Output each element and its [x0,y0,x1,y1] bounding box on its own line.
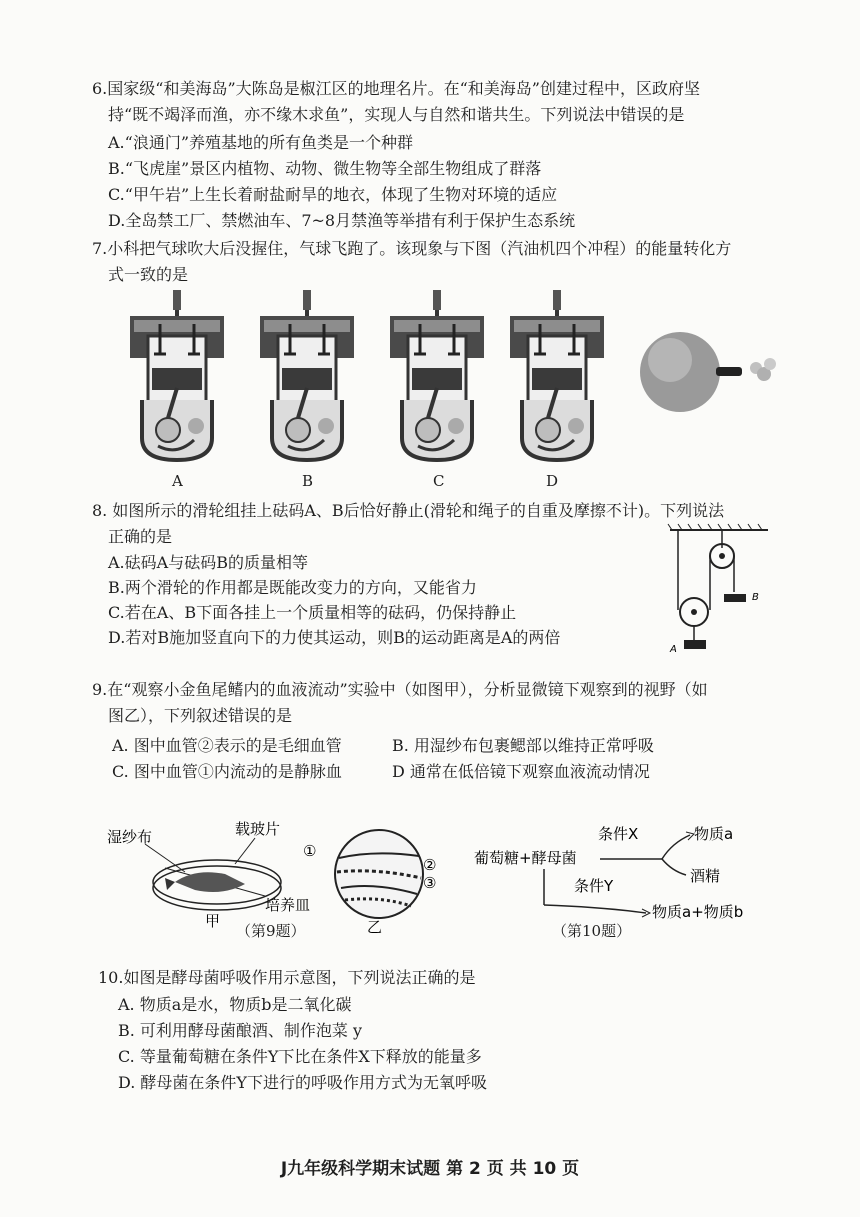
q10-caption: （第10题） [552,922,632,940]
q9-option-b: B. 用湿纱布包裹鳃部以维持正常呼吸 [392,736,654,755]
label-reactant: 葡萄糖+酵母菌 [474,849,577,867]
engine-a [130,290,224,460]
balloon-icon [640,332,776,412]
q9-caption: （第9题） [236,922,306,940]
page-footer: J九年级科学期末试题 第 2 页 共 10 页 [280,1159,580,1179]
q9-stem-line2: 图乙），下列叙述错误的是 [108,706,293,725]
engine-label-b: B [302,472,314,490]
engine-c [390,290,484,460]
q9-option-a: A. 图中血管②表示的是毛细血管 [112,736,342,755]
q6-option-d: D.全岛禁工厂、禁燃油车、7~8月禁渔等举措有利于保护生态系统 [108,211,576,230]
engine-d [510,290,604,460]
q7-stem-line1: 7.小科把气球吹大后没握住，气球飞跑了。该现象与下图（汽油机四个冲程）的能量转化方 [92,239,732,258]
q8-option-a: A.砝码A与砝码B的质量相等 [108,553,308,572]
label-cond-y: 条件Y [574,877,614,895]
label-n1: ① [303,842,317,860]
q7-stem-line2: 式一致的是 [108,265,189,284]
q6-option-c: C.“甲午岩”上生长着耐盐耐旱的地衣，体现了生物对环境的适应 [108,185,558,204]
pulley-label-b: B [752,592,759,603]
label-n2: ② [423,856,437,874]
label-slide: 载玻片 [235,820,281,838]
q10-option-d: D. 酵母菌在条件Y下进行的呼吸作用方式为无氧呼吸 [118,1073,487,1092]
q10-option-b: B. 可利用酵母菌酿酒、制作泡菜 y [118,1021,363,1040]
label-yi: 乙 [367,918,383,936]
q8-stem-line1: 8. 如图所示的滑轮组挂上砝码A、B后恰好静止(滑轮和绳子的自重及摩擦不计)。下列说法 [92,501,725,520]
label-jia: 甲 [205,912,221,930]
label-dish: 培养皿 [265,896,311,914]
q6-option-a: A.“浪通门”养殖基地的所有鱼类是一个种群 [108,133,414,152]
q8-option-c: C.若在A、B下面各挂上一个质量相等的砝码，仍保持静止 [108,603,517,622]
q9-option-c: C. 图中血管①内流动的是静脉血 [112,762,342,781]
q8-stem-line2: 正确的是 [108,527,173,546]
engine-strokes-figure [120,288,820,466]
engine-label-a: A [172,472,183,490]
q8-option-d: D.若对B施加竖直向下的力使其运动，则B的运动距离是A的两倍 [108,628,561,647]
q10-option-c: C. 等量葡萄糖在条件Y下比在条件X下释放的能量多 [118,1047,482,1066]
q10-option-a: A. 物质a是水，物质b是二氧化碳 [118,995,352,1014]
label-product-ab: 物质a+物质b [652,903,744,921]
q6-stem-line2: 持“既不竭泽而渔，亦不缘木求鱼”，实现人与自然和谐共生。下列说法中错误的是 [108,105,685,124]
pulley-figure [660,522,780,662]
engine-label-d: D [546,472,559,490]
q9-stem-line1: 9.在“观察小金鱼尾鳍内的血液流动”实验中（如图甲），分析显微镜下观察到的视野（如 [92,680,708,699]
pulley-label-a: A [670,644,677,655]
q10-stem: 10.如图是酵母菌呼吸作用示意图，下列说法正确的是 [98,968,476,987]
q9-option-d: D 通常在低倍镜下观察血液流动情况 [392,762,650,781]
q8-option-b: B.两个滑轮的作用都是既能改变力的方向，又能省力 [108,578,477,597]
q10-figure [472,815,772,921]
q6-stem-line1: 6.国家级“和美海岛”大陈岛是椒江区的地理名片。在“和美海岛”创建过程中，区政府坚 [92,79,700,98]
q6-option-b: B.“飞虎崖”景区内植物、动物、微生物等全部生物组成了群落 [108,159,542,178]
label-n3: ③ [423,874,437,892]
label-product-a: 物质a [694,825,734,843]
engine-b [260,290,354,460]
engine-label-c: C [433,472,445,490]
label-cond-x: 条件X [598,825,639,843]
label-alcohol: 酒精 [690,867,721,885]
label-wet-gauze: 湿纱布 [107,828,153,846]
